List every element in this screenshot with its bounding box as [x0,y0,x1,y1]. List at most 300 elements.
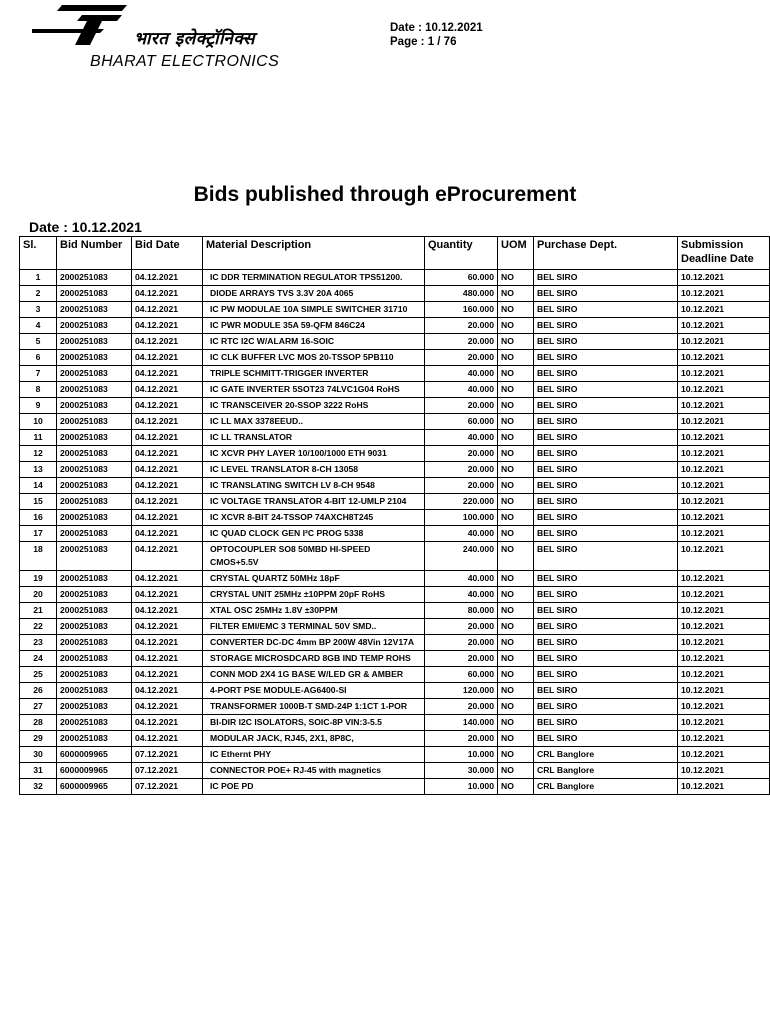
cell-purchase-dept: BEL SIRO [534,635,678,651]
header-page: Page : 1 / 76 [390,36,457,48]
cell-purchase-dept: CRL Banglore [534,779,678,795]
cell-quantity: 20.000 [425,446,498,462]
cell-purchase-dept: BEL SIRO [534,446,678,462]
cell-bid-number: 6000009965 [57,763,132,779]
cell-uom: NO [498,478,534,494]
cell-purchase-dept: BEL SIRO [534,318,678,334]
cell-sl: 24 [20,651,57,667]
cell-deadline: 10.12.2021 [678,715,770,731]
cell-purchase-dept: BEL SIRO [534,494,678,510]
table-row [20,651,770,667]
col-header-quantity: Quantity [425,237,498,270]
table-row [20,302,770,318]
cell-description: DIODE ARRAYS TVS 3.3V 20A 4065 [203,286,425,302]
cell-deadline: 10.12.2021 [678,414,770,430]
cell-bid-number: 2000251083 [57,446,132,462]
cell-sl: 6 [20,350,57,366]
cell-uom: NO [498,494,534,510]
bel-logo [32,5,342,73]
cell-description: IC LEVEL TRANSLATOR 8-CH 13058 [203,462,425,478]
cell-quantity: 20.000 [425,398,498,414]
cell-quantity: 40.000 [425,571,498,587]
cell-description: STORAGE MICROSDCARD 8GB IND TEMP ROHS [203,651,425,667]
cell-quantity: 40.000 [425,366,498,382]
cell-sl: 5 [20,334,57,350]
cell-quantity: 240.000 [425,542,498,571]
cell-quantity: 40.000 [425,587,498,603]
cell-uom: NO [498,587,534,603]
cell-sl: 30 [20,747,57,763]
cell-deadline: 10.12.2021 [678,318,770,334]
table-row [20,779,770,795]
cell-bid-date: 04.12.2021 [132,366,203,382]
cell-bid-date: 04.12.2021 [132,651,203,667]
cell-purchase-dept: BEL SIRO [534,619,678,635]
cell-sl: 29 [20,731,57,747]
cell-deadline: 10.12.2021 [678,350,770,366]
cell-description: IC LL MAX 3378EEUD.. [203,414,425,430]
logo-hindi-text: भारत इलेक्ट्रॉनिक्स [134,29,256,49]
cell-sl: 12 [20,446,57,462]
cell-bid-number: 2000251083 [57,494,132,510]
table-row [20,619,770,635]
cell-quantity: 20.000 [425,462,498,478]
table-row [20,699,770,715]
cell-sl: 2 [20,286,57,302]
cell-description: IC PW MODULAE 10A SIMPLE SWITCHER 31710 [203,302,425,318]
cell-bid-number: 2000251083 [57,667,132,683]
cell-bid-number: 2000251083 [57,571,132,587]
table-row [20,286,770,302]
cell-purchase-dept: BEL SIRO [534,350,678,366]
cell-purchase-dept: BEL SIRO [534,302,678,318]
cell-bid-date: 04.12.2021 [132,731,203,747]
cell-bid-date: 07.12.2021 [132,763,203,779]
cell-quantity: 100.000 [425,510,498,526]
cell-uom: NO [498,731,534,747]
cell-description: IC QUAD CLOCK GEN I²C PROG 5338 [203,526,425,542]
cell-uom: NO [498,510,534,526]
table-row [20,747,770,763]
cell-bid-number: 2000251083 [57,334,132,350]
cell-deadline: 10.12.2021 [678,334,770,350]
cell-deadline: 10.12.2021 [678,494,770,510]
table-row [20,510,770,526]
cell-quantity: 40.000 [425,382,498,398]
cell-quantity: 20.000 [425,350,498,366]
cell-bid-number: 2000251083 [57,350,132,366]
cell-bid-date: 04.12.2021 [132,526,203,542]
cell-purchase-dept: BEL SIRO [534,571,678,587]
cell-deadline: 10.12.2021 [678,731,770,747]
table-row [20,414,770,430]
cell-uom: NO [498,635,534,651]
table-row [20,334,770,350]
cell-bid-number: 2000251083 [57,683,132,699]
cell-purchase-dept: BEL SIRO [534,478,678,494]
cell-description: IC PWR MODULE 35A 59-QFM 846C24 [203,318,425,334]
cell-uom: NO [498,779,534,795]
cell-uom: NO [498,526,534,542]
table-row [20,526,770,542]
cell-deadline: 10.12.2021 [678,779,770,795]
cell-bid-date: 04.12.2021 [132,699,203,715]
cell-description: TRANSFORMER 1000B-T SMD-24P 1:1CT 1-POR [203,699,425,715]
cell-deadline: 10.12.2021 [678,446,770,462]
logo-english-text: BHARAT ELECTRONICS [90,53,280,70]
cell-bid-number: 2000251083 [57,715,132,731]
cell-sl: 15 [20,494,57,510]
cell-bid-date: 04.12.2021 [132,571,203,587]
cell-description: IC LL TRANSLATOR [203,430,425,446]
table-row [20,350,770,366]
table-row [20,494,770,510]
cell-description: CRYSTAL QUARTZ 50MHz 18pF [203,571,425,587]
cell-bid-date: 04.12.2021 [132,510,203,526]
cell-deadline: 10.12.2021 [678,667,770,683]
cell-quantity: 20.000 [425,651,498,667]
cell-deadline: 10.12.2021 [678,683,770,699]
cell-sl: 9 [20,398,57,414]
cell-bid-date: 04.12.2021 [132,494,203,510]
cell-sl: 20 [20,587,57,603]
cell-sl: 21 [20,603,57,619]
cell-quantity: 30.000 [425,763,498,779]
cell-purchase-dept: BEL SIRO [534,430,678,446]
cell-quantity: 40.000 [425,526,498,542]
col-header-submission-deadline: Submission Deadline Date [678,237,770,270]
cell-quantity: 480.000 [425,286,498,302]
cell-description: IC GATE INVERTER 5SOT23 74LVC1G04 RoHS [203,382,425,398]
cell-sl: 11 [20,430,57,446]
table-row [20,763,770,779]
cell-uom: NO [498,683,534,699]
cell-bid-date: 04.12.2021 [132,350,203,366]
cell-quantity: 60.000 [425,414,498,430]
table-row [20,667,770,683]
cell-quantity: 20.000 [425,478,498,494]
cell-purchase-dept: BEL SIRO [534,398,678,414]
cell-uom: NO [498,286,534,302]
cell-uom: NO [498,366,534,382]
table-row [20,318,770,334]
cell-quantity: 20.000 [425,318,498,334]
cell-purchase-dept: BEL SIRO [534,510,678,526]
cell-uom: NO [498,302,534,318]
cell-purchase-dept: BEL SIRO [534,603,678,619]
cell-bid-number: 2000251083 [57,414,132,430]
cell-purchase-dept: BEL SIRO [534,667,678,683]
cell-purchase-dept: BEL SIRO [534,683,678,699]
cell-sl: 32 [20,779,57,795]
cell-uom: NO [498,350,534,366]
cell-uom: NO [498,318,534,334]
cell-description: IC TRANSCEIVER 20-SSOP 3222 RoHS [203,398,425,414]
cell-purchase-dept: BEL SIRO [534,462,678,478]
cell-deadline: 10.12.2021 [678,510,770,526]
table-row [20,635,770,651]
cell-bid-date: 04.12.2021 [132,286,203,302]
table-row [20,430,770,446]
cell-bid-date: 04.12.2021 [132,446,203,462]
table-row [20,382,770,398]
cell-uom: NO [498,542,534,571]
cell-bid-date: 04.12.2021 [132,667,203,683]
cell-sl: 27 [20,699,57,715]
cell-bid-number: 2000251083 [57,462,132,478]
cell-description: 4-PORT PSE MODULE-AG6400-SI [203,683,425,699]
table-row [20,366,770,382]
cell-bid-number: 2000251083 [57,699,132,715]
cell-deadline: 10.12.2021 [678,526,770,542]
cell-sl: 22 [20,619,57,635]
cell-uom: NO [498,398,534,414]
cell-bid-number: 2000251083 [57,542,132,571]
table-header-row [20,237,770,270]
cell-bid-number: 2000251083 [57,478,132,494]
cell-quantity: 10.000 [425,779,498,795]
cell-uom: NO [498,763,534,779]
cell-bid-number: 2000251083 [57,430,132,446]
table-row [20,542,770,571]
cell-bid-date: 04.12.2021 [132,302,203,318]
cell-bid-number: 2000251083 [57,382,132,398]
cell-quantity: 140.000 [425,715,498,731]
cell-quantity: 40.000 [425,430,498,446]
header-meta [390,21,483,49]
cell-quantity: 220.000 [425,494,498,510]
cell-sl: 14 [20,478,57,494]
cell-bid-number: 6000009965 [57,747,132,763]
cell-uom: NO [498,446,534,462]
cell-purchase-dept: BEL SIRO [534,286,678,302]
cell-purchase-dept: BEL SIRO [534,542,678,571]
cell-sl: 26 [20,683,57,699]
cell-description: IC Ethernt PHY [203,747,425,763]
cell-deadline: 10.12.2021 [678,478,770,494]
cell-bid-date: 04.12.2021 [132,683,203,699]
cell-deadline: 10.12.2021 [678,462,770,478]
cell-description: IC POE PD [203,779,425,795]
cell-uom: NO [498,603,534,619]
cell-uom: NO [498,270,534,286]
cell-bid-number: 2000251083 [57,587,132,603]
cell-purchase-dept: BEL SIRO [534,366,678,382]
col-header-material-description: Material Description [203,237,425,270]
cell-deadline: 10.12.2021 [678,587,770,603]
cell-bid-date: 04.12.2021 [132,603,203,619]
cell-purchase-dept: BEL SIRO [534,414,678,430]
cell-bid-number: 2000251083 [57,286,132,302]
cell-description: FILTER EMI/EMC 3 TERMINAL 50V SMD.. [203,619,425,635]
cell-uom: NO [498,747,534,763]
bids-table [19,236,770,795]
cell-description: IC RTC I2C W/ALARM 16-SOIC [203,334,425,350]
cell-quantity: 20.000 [425,619,498,635]
cell-sl: 7 [20,366,57,382]
cell-sl: 3 [20,302,57,318]
cell-deadline: 10.12.2021 [678,430,770,446]
cell-sl: 1 [20,270,57,286]
cell-deadline: 10.12.2021 [678,286,770,302]
cell-purchase-dept: BEL SIRO [534,651,678,667]
cell-bid-date: 04.12.2021 [132,587,203,603]
cell-description: XTAL OSC 25MHz 1.8V ±30PPM [203,603,425,619]
cell-description: IC XCVR PHY LAYER 10/100/1000 ETH 9031 [203,446,425,462]
cell-bid-date: 04.12.2021 [132,382,203,398]
table-row [20,683,770,699]
cell-quantity: 120.000 [425,683,498,699]
cell-bid-date: 04.12.2021 [132,635,203,651]
cell-deadline: 10.12.2021 [678,302,770,318]
cell-deadline: 10.12.2021 [678,651,770,667]
cell-bid-date: 07.12.2021 [132,779,203,795]
cell-uom: NO [498,382,534,398]
cell-deadline: 10.12.2021 [678,699,770,715]
page-title: Bids published through eProcurement [193,183,577,206]
cell-deadline: 10.12.2021 [678,571,770,587]
table-row [20,603,770,619]
cell-bid-date: 04.12.2021 [132,414,203,430]
cell-purchase-dept: BEL SIRO [534,334,678,350]
table-row [20,587,770,603]
cell-quantity: 60.000 [425,270,498,286]
cell-quantity: 60.000 [425,667,498,683]
table-row [20,462,770,478]
cell-uom: NO [498,715,534,731]
cell-bid-date: 07.12.2021 [132,747,203,763]
cell-quantity: 20.000 [425,635,498,651]
col-header-bid-date: Bid Date [132,237,203,270]
cell-purchase-dept: BEL SIRO [534,699,678,715]
cell-uom: NO [498,699,534,715]
cell-deadline: 10.12.2021 [678,635,770,651]
cell-quantity: 20.000 [425,699,498,715]
cell-deadline: 10.12.2021 [678,382,770,398]
cell-purchase-dept: BEL SIRO [534,715,678,731]
cell-bid-number: 2000251083 [57,526,132,542]
cell-description: CONVERTER DC-DC 4mm BP 200W 48Vin 12V17A [203,635,425,651]
cell-deadline: 10.12.2021 [678,747,770,763]
cell-description: IC DDR TERMINATION REGULATOR TPS51200. [203,270,425,286]
cell-sl: 28 [20,715,57,731]
cell-uom: NO [498,667,534,683]
cell-bid-number: 2000251083 [57,635,132,651]
cell-deadline: 10.12.2021 [678,366,770,382]
cell-purchase-dept: BEL SIRO [534,526,678,542]
cell-deadline: 10.12.2021 [678,398,770,414]
table-body [20,270,770,795]
table-row [20,571,770,587]
cell-purchase-dept: BEL SIRO [534,270,678,286]
cell-bid-date: 04.12.2021 [132,334,203,350]
cell-quantity: 20.000 [425,334,498,350]
cell-bid-number: 2000251083 [57,603,132,619]
cell-deadline: 10.12.2021 [678,619,770,635]
cell-deadline: 10.12.2021 [678,542,770,571]
cell-sl: 18 [20,542,57,571]
cell-sl: 8 [20,382,57,398]
header-date: Date : 10.12.2021 [390,22,483,34]
col-header-bid-number: Bid Number [57,237,132,270]
cell-quantity: 160.000 [425,302,498,318]
table-row [20,715,770,731]
cell-description: TRIPLE SCHMITT-TRIGGER INVERTER [203,366,425,382]
cell-bid-date: 04.12.2021 [132,430,203,446]
cell-sl: 4 [20,318,57,334]
cell-quantity: 80.000 [425,603,498,619]
cell-deadline: 10.12.2021 [678,603,770,619]
cell-quantity: 10.000 [425,747,498,763]
cell-deadline: 10.12.2021 [678,270,770,286]
table-row [20,478,770,494]
cell-bid-number: 6000009965 [57,779,132,795]
cell-purchase-dept: BEL SIRO [534,382,678,398]
cell-sl: 10 [20,414,57,430]
cell-description: IC CLK BUFFER LVC MOS 20-TSSOP 5PB110 [203,350,425,366]
cell-bid-date: 04.12.2021 [132,478,203,494]
cell-description: IC VOLTAGE TRANSLATOR 4-BIT 12-UMLP 2104 [203,494,425,510]
cell-bid-number: 2000251083 [57,651,132,667]
cell-bid-date: 04.12.2021 [132,318,203,334]
table-row [20,446,770,462]
cell-bid-number: 2000251083 [57,270,132,286]
cell-bid-number: 2000251083 [57,366,132,382]
cell-uom: NO [498,334,534,350]
cell-description: IC XCVR 8-BIT 24-TSSOP 74AXCH8T245 [203,510,425,526]
cell-uom: NO [498,619,534,635]
cell-bid-number: 2000251083 [57,318,132,334]
col-header-purchase-dept: Purchase Dept. [534,237,678,270]
cell-purchase-dept: BEL SIRO [534,731,678,747]
cell-sl: 31 [20,763,57,779]
cell-description: IC TRANSLATING SWITCH LV 8-CH 9548 [203,478,425,494]
cell-bid-number: 2000251083 [57,398,132,414]
cell-description: MODULAR JACK, RJ45, 2X1, 8P8C, [203,731,425,747]
cell-description: CONN MOD 2X4 1G BASE W/LED GR & AMBER [203,667,425,683]
cell-purchase-dept: BEL SIRO [534,587,678,603]
cell-deadline: 10.12.2021 [678,763,770,779]
cell-bid-number: 2000251083 [57,302,132,318]
cell-description: CONNECTOR POE+ RJ-45 with magnetics [203,763,425,779]
cell-bid-date: 04.12.2021 [132,619,203,635]
cell-bid-date: 04.12.2021 [132,398,203,414]
cell-uom: NO [498,414,534,430]
cell-purchase-dept: CRL Banglore [534,763,678,779]
col-header-sl: Sl. [20,237,57,270]
cell-sl: 17 [20,526,57,542]
table-row [20,270,770,286]
cell-description: CRYSTAL UNIT 25MHz ±10PPM 20pF RoHS [203,587,425,603]
cell-bid-number: 2000251083 [57,619,132,635]
cell-uom: NO [498,571,534,587]
cell-description: BI-DIR I2C ISOLATORS, SOIC-8P VIN:3-5.5 [203,715,425,731]
cell-bid-number: 2000251083 [57,510,132,526]
cell-uom: NO [498,651,534,667]
cell-bid-date: 04.12.2021 [132,542,203,571]
cell-sl: 16 [20,510,57,526]
report-date: Date : 10.12.2021 [29,219,142,235]
cell-bid-date: 04.12.2021 [132,270,203,286]
cell-uom: NO [498,430,534,446]
cell-description: OPTOCOUPLER SO8 50MBD HI-SPEED CMOS+5.5V [203,542,425,571]
cell-sl: 19 [20,571,57,587]
col-header-uom: UOM [498,237,534,270]
cell-purchase-dept: CRL Banglore [534,747,678,763]
cell-bid-date: 04.12.2021 [132,715,203,731]
table-row [20,398,770,414]
cell-sl: 23 [20,635,57,651]
